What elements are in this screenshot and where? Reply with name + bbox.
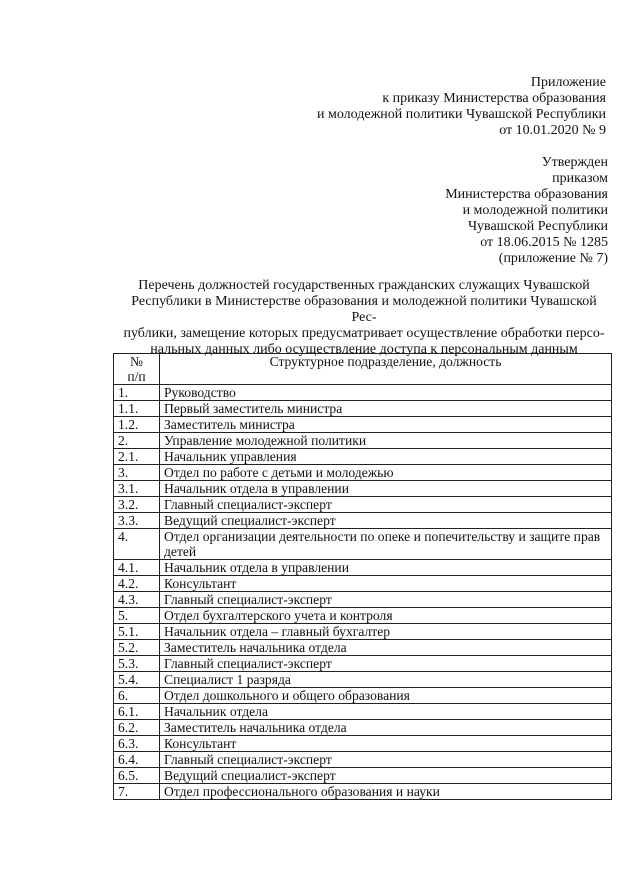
row-position: Ведущий специалист-эксперт xyxy=(160,768,612,784)
row-number: 4. xyxy=(114,529,160,560)
table-body xyxy=(114,385,612,800)
table-row xyxy=(114,704,612,720)
table-row xyxy=(114,752,612,768)
row-position: Главный специалист-эксперт xyxy=(160,592,612,608)
row-position: Начальник управления xyxy=(160,449,612,465)
approval-line: от 18.06.2015 № 1285 xyxy=(480,235,608,250)
table-row xyxy=(114,481,612,497)
table-row xyxy=(114,656,612,672)
header-number-cell xyxy=(114,354,160,385)
row-position: Первый заместитель министра xyxy=(160,401,612,417)
row-number: 3.3. xyxy=(114,513,160,529)
row-position: Начальник отдела xyxy=(160,704,612,720)
row-position: Главный специалист-эксперт xyxy=(160,656,612,672)
table-row xyxy=(114,513,612,529)
title-line: публики, замещение которых предусматривает осуществление обработки персо- xyxy=(123,326,605,341)
table-row xyxy=(114,736,612,752)
appendix-line: от 10.01.2020 № 9 xyxy=(499,123,606,138)
title-line: Республики в Министерстве образования и молодежной политики Чувашской Рес- xyxy=(131,294,597,325)
row-position: Консультант xyxy=(160,576,612,592)
row-position: Заместитель начальника отдела xyxy=(160,720,612,736)
approval-line: Чувашской Республики xyxy=(467,219,608,234)
row-number: 2.1. xyxy=(114,449,160,465)
table-header-row xyxy=(114,354,612,385)
row-number: 1.2. xyxy=(114,417,160,433)
row-number: 5.3. xyxy=(114,656,160,672)
row-position: Главный специалист-эксперт xyxy=(160,752,612,768)
table-row xyxy=(114,529,612,560)
table-row xyxy=(114,560,612,576)
row-position: Начальник отдела в управлении xyxy=(160,560,612,576)
row-number: 1.1. xyxy=(114,401,160,417)
header-number: № xyxy=(130,354,143,369)
row-position: Консультант xyxy=(160,736,612,752)
row-position: Главный специалист-эксперт xyxy=(160,497,612,513)
document-title xyxy=(118,278,610,358)
row-position: Начальник отдела в управлении xyxy=(160,481,612,497)
row-number: 7. xyxy=(114,784,160,800)
row-number: 5.4. xyxy=(114,672,160,688)
appendix-line: к приказу Министерства образования xyxy=(382,91,606,106)
table-row xyxy=(114,688,612,704)
row-number: 6.4. xyxy=(114,752,160,768)
table-row xyxy=(114,497,612,513)
row-position: Заместитель министра xyxy=(160,417,612,433)
row-position: Отдел по работе с детьми и молодежью xyxy=(160,465,612,481)
table-row xyxy=(114,576,612,592)
table-row xyxy=(114,784,612,800)
table-row xyxy=(114,768,612,784)
table-row xyxy=(114,385,612,401)
row-number: 6.5. xyxy=(114,768,160,784)
row-number: 3. xyxy=(114,465,160,481)
positions-table xyxy=(113,353,612,800)
row-position: Отдел профессионального образования и науки xyxy=(160,784,612,800)
row-number: 6.2. xyxy=(114,720,160,736)
table-row xyxy=(114,624,612,640)
appendix-line: Приложение xyxy=(530,75,606,90)
title-line: нальных данных либо осуществление доступа к персональным данным xyxy=(150,342,578,357)
approval-block xyxy=(445,155,608,267)
table-row xyxy=(114,433,612,449)
appendix-block xyxy=(317,75,606,139)
table-row xyxy=(114,672,612,688)
approval-line: (приложение № 7) xyxy=(498,251,608,266)
row-number: 6.3. xyxy=(114,736,160,752)
row-number: 3.2. xyxy=(114,497,160,513)
row-position: Начальник отдела – главный бухгалтер xyxy=(160,624,612,640)
approval-line: Утвержден xyxy=(541,155,608,170)
row-position: Ведущий специалист-эксперт xyxy=(160,513,612,529)
row-number: 6.1. xyxy=(114,704,160,720)
appendix-line: и молодежной политики Чувашской Республики xyxy=(317,107,606,122)
row-position: Отдел бухгалтерского учета и контроля xyxy=(160,608,612,624)
header-title-cell: Структурное подразделение, должность xyxy=(160,354,612,385)
row-position: Отдел дошкольного и общего образования xyxy=(160,688,612,704)
table-row xyxy=(114,592,612,608)
table-row xyxy=(114,401,612,417)
table-row xyxy=(114,417,612,433)
table-row xyxy=(114,608,612,624)
approval-line: и молодежной политики xyxy=(462,203,608,218)
row-position: Специалист 1 разряда xyxy=(160,672,612,688)
row-number: 4.1. xyxy=(114,560,160,576)
row-number: 5.2. xyxy=(114,640,160,656)
row-position: Руководство xyxy=(160,385,612,401)
table-row xyxy=(114,465,612,481)
row-number: 1. xyxy=(114,385,160,401)
row-number: 6. xyxy=(114,688,160,704)
row-number: 4.3. xyxy=(114,592,160,608)
title-line: Перечень должностей государственных гражданских служащих Чувашской xyxy=(138,278,590,293)
table-row xyxy=(114,449,612,465)
row-position: Отдел организации деятельности по опеке и попечительству и защите прав детей xyxy=(160,529,612,560)
row-number: 2. xyxy=(114,433,160,449)
row-position: Управление молодежной политики xyxy=(160,433,612,449)
row-number: 3.1. xyxy=(114,481,160,497)
header-number-sub: п/п xyxy=(127,369,146,384)
table-row xyxy=(114,720,612,736)
row-number: 4.2. xyxy=(114,576,160,592)
row-number: 5.1. xyxy=(114,624,160,640)
row-number: 5. xyxy=(114,608,160,624)
approval-line: Министерства образования xyxy=(445,187,608,202)
approval-line: приказом xyxy=(552,171,608,186)
table-row xyxy=(114,640,612,656)
row-position: Заместитель начальника отдела xyxy=(160,640,612,656)
